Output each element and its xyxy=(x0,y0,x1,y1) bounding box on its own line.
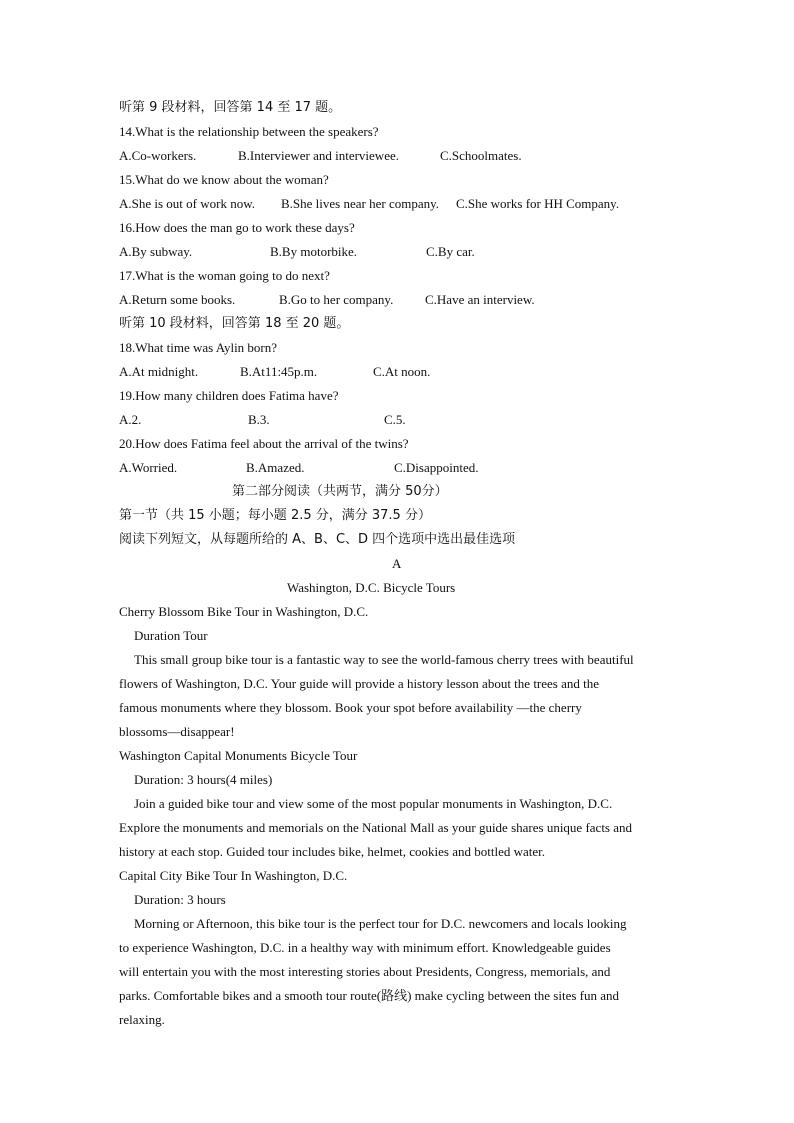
question-18-option-a: A.At midnight. xyxy=(119,364,199,379)
question-16-option-a: A.By subway. xyxy=(119,244,193,259)
reading-section-title: 第一节（共 15 小题；每小题 2.5 分，满分 37.5 分） xyxy=(119,508,431,523)
section-9-heading: 听第 9 段材料，回答第 14 至 17 题。 xyxy=(119,100,342,115)
reading-instruction: 阅读下列短文，从每题所给的 A、B、C、D 四个选项中选出最佳选项 xyxy=(119,532,516,547)
question-19-option-c: C.5. xyxy=(384,412,406,427)
question-18-option-c: C.At noon. xyxy=(373,364,431,379)
tour-2-line: Join a guided bike tour and view some of the most popular monuments in Washington, D.C. xyxy=(134,796,613,811)
question-15-stem: 15.What do we know about the woman? xyxy=(119,172,329,187)
question-19-stem: 19.How many children does Fatima have? xyxy=(119,388,339,403)
question-14-stem: 14.What is the relationship between the speakers? xyxy=(119,124,379,139)
section-10-heading: 听第 10 段材料，回答第 18 至 20 题。 xyxy=(119,316,350,331)
tour-3-line: Morning or Afternoon, this bike tour is the perfect tour for D.C. newcomers and locals looking xyxy=(134,916,627,931)
question-17-option-c: C.Have an interview. xyxy=(425,292,535,307)
question-15-option-a: A.She is out of work now. xyxy=(119,196,256,211)
tour-1-line: blossoms—disappear! xyxy=(119,724,235,739)
question-18-option-b: B.At11:45p.m. xyxy=(240,364,318,379)
question-14-option-a: A.Co-workers. xyxy=(119,148,197,163)
tour-1-line: flowers of Washington, D.C. Your guide will provide a history lesson about the trees and the xyxy=(119,676,600,691)
tour-1-name: Cherry Blossom Bike Tour in Washington, D.C. xyxy=(119,604,369,619)
tour-2-duration: Duration: 3 hours(4 miles) xyxy=(134,772,273,787)
tour-1-duration: Duration Tour xyxy=(134,628,208,643)
question-16-option-b: B.By motorbike. xyxy=(270,244,358,259)
tour-2-name: Washington Capital Monuments Bicycle Tour xyxy=(119,748,358,763)
question-19-option-a: A.2. xyxy=(119,412,142,427)
question-19-option-b: B.3. xyxy=(248,412,270,427)
question-20-option-b: B.Amazed. xyxy=(246,460,305,475)
tour-1-line: famous monuments where they blossom. Book your spot before availability —the cherry xyxy=(119,700,582,715)
question-15-option-c: C.She works for HH Company. xyxy=(456,196,620,211)
question-20-stem: 20.How does Fatima feel about the arrival of the twins? xyxy=(119,436,409,451)
question-15-option-b: B.She lives near her company. xyxy=(281,196,439,211)
passage-title: Washington, D.C. Bicycle Tours xyxy=(287,580,456,595)
question-14-option-c: C.Schoolmates. xyxy=(440,148,522,163)
question-17-stem: 17.What is the woman going to do next? xyxy=(119,268,330,283)
question-18-stem: 18.What time was Aylin born? xyxy=(119,340,278,355)
tour-3-line: to experience Washington, D.C. in a healthy way with minimum effort. Knowledgeable guides xyxy=(119,940,611,955)
tour-1-line: This small group bike tour is a fantastic way to see the world-famous cherry trees with beautiful xyxy=(134,652,634,667)
passage-letter: A xyxy=(392,556,402,571)
tour-3-duration: Duration: 3 hours xyxy=(134,892,226,907)
tour-3-line: relaxing. xyxy=(119,1012,165,1027)
tour-3-name: Capital City Bike Tour In Washington, D.C. xyxy=(119,868,348,883)
question-16-stem: 16.How does the man go to work these days? xyxy=(119,220,355,235)
question-17-option-b: B.Go to her company. xyxy=(279,292,394,307)
question-20-option-a: A.Worried. xyxy=(119,460,178,475)
question-20-option-c: C.Disappointed. xyxy=(394,460,479,475)
tour-3-line: will entertain you with the most interesting stories about Presidents, Congress, memorials, and xyxy=(119,964,611,979)
tour-3-line: parks. Comfortable bikes and a smooth tour route(路线) make cycling between the sites fun and xyxy=(119,988,620,1003)
tour-2-line: history at each stop. Guided tour includes bike, helmet, cookies and bottled water. xyxy=(119,844,546,859)
reading-part-title: 第二部分阅读（共两节，满分 50分） xyxy=(232,484,448,499)
question-14-option-b: B.Interviewer and interviewee. xyxy=(238,148,399,163)
question-16-option-c: C.By car. xyxy=(426,244,475,259)
tour-2-line: Explore the monuments and memorials on the National Mall as your guide shares unique facts and xyxy=(119,820,633,835)
question-17-option-a: A.Return some books. xyxy=(119,292,236,307)
